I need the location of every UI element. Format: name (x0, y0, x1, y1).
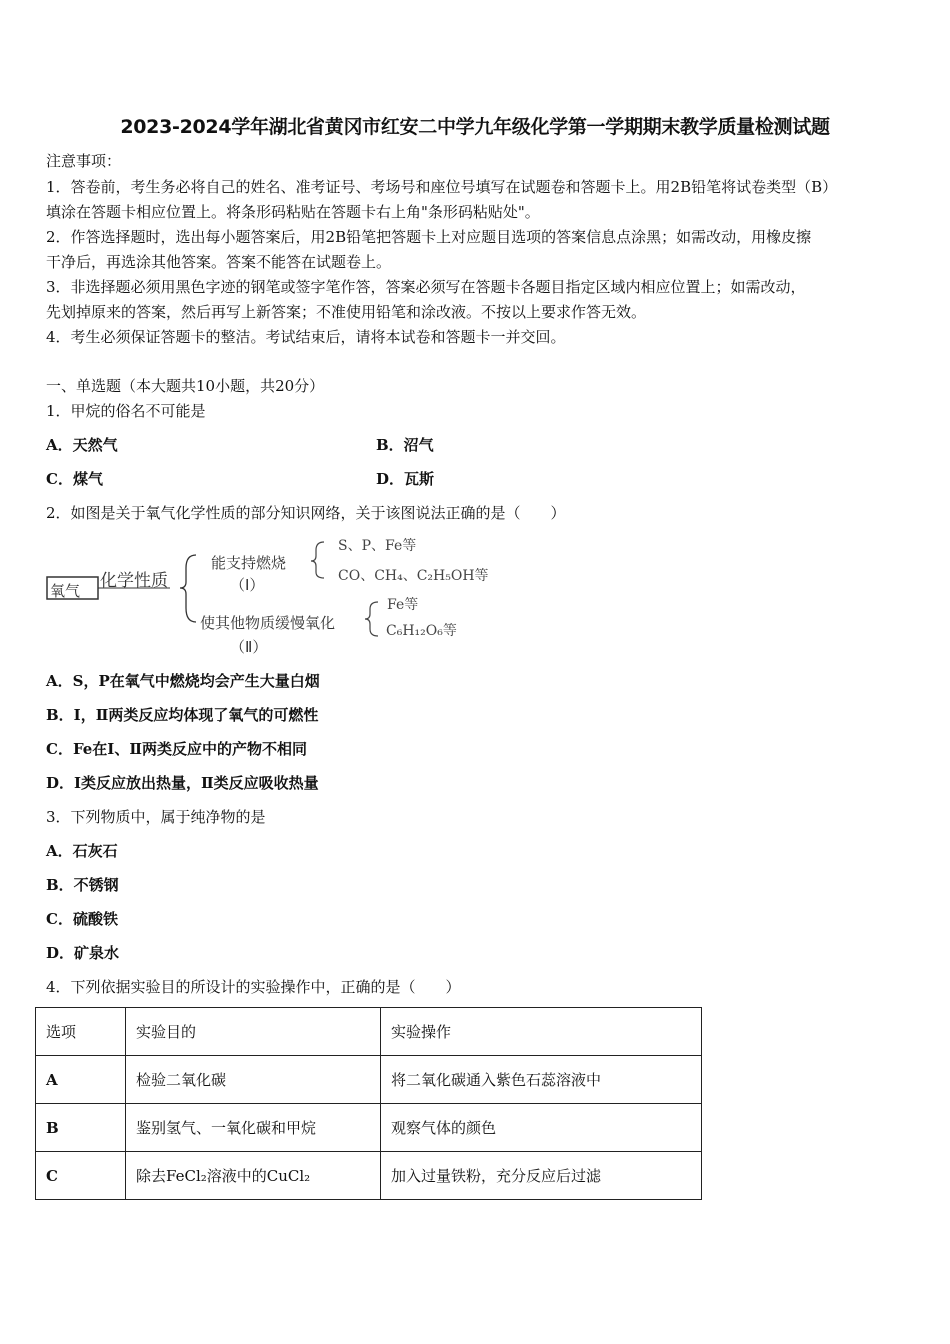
table-cell: 除去FeCl₂溶液中的CuCl₂ (126, 1152, 381, 1200)
table-header-cell: 选项 (36, 1008, 126, 1056)
question-stem: 4．下列依据实验目的所设计的实验操作中，正确的是（ ） (46, 978, 461, 996)
option-c: C．硫酸铁 (46, 910, 118, 928)
option-d: D．矿泉水 (46, 944, 120, 962)
diagram-lines (46, 530, 516, 660)
diagram-item: S、P、Fe等 (338, 538, 417, 554)
notice-line: 4．考生必须保证答题卡的整洁。考试结束后，请将本试卷和答题卡一并交回。 (46, 328, 566, 346)
question-stem: 1．甲烷的俗名不可能是 (46, 402, 206, 420)
notice-line: 干净后，再选涂其他答案。答案不能答在试题卷上。 (46, 253, 392, 271)
page-title: 2023-2024学年湖北省黄冈市红安二中学九年级化学第一学期期末教学质量检测试题 (120, 116, 830, 138)
option-c: C．煤气 (46, 470, 103, 488)
diagram-branch-2: 使其他物质缓慢氧化 (200, 614, 336, 632)
diagram-property: 化学性质 (100, 571, 168, 591)
table-header-row (36, 1008, 702, 1056)
oxygen-knowledge-diagram (46, 530, 516, 660)
option-b: B．Ⅰ，Ⅱ两类反应均体现了氧气的可燃性 (46, 706, 319, 724)
option-a: A．天然气 (46, 436, 118, 454)
table-row (36, 1056, 702, 1104)
table-row (36, 1152, 702, 1200)
diagram-item: CO、CH₄、C₂H₅OH等 (338, 568, 489, 584)
option-b: B．沼气 (376, 436, 434, 454)
question-stem: 3．下列物质中，属于纯净物的是 (46, 808, 266, 826)
notice-line: 先划掉原来的答案，然后再写上新答案；不准使用铅笔和涂改液。不按以上要求作答无效。 (46, 303, 647, 321)
notice-heading: 注意事项： (46, 152, 122, 170)
option-a: A．石灰石 (46, 842, 118, 860)
table-cell: 加入过量铁粉，充分反应后过滤 (381, 1152, 702, 1200)
table-row (36, 1104, 702, 1152)
notice-line: 2．作答选择题时，选出每小题答案后，用2B铅笔把答题卡上对应题目选项的答案信息点涂黑；如需改动，用橡皮擦 (46, 228, 812, 246)
table-cell: 将二氧化碳通入紫色石蕊溶液中 (381, 1056, 702, 1104)
option-a: A．S，P在氧气中燃烧均会产生大量白烟 (46, 672, 320, 690)
table-cell: 鉴别氢气、一氧化碳和甲烷 (126, 1104, 381, 1152)
option-b: B．不锈钢 (46, 876, 119, 894)
table-header-cell: 实验目的 (126, 1008, 381, 1056)
table-cell: B (36, 1104, 126, 1152)
table-header-cell: 实验操作 (381, 1008, 702, 1056)
notice-line: 1．答卷前，考生务必将自己的姓名、准考证号、考场号和座位号填写在试题卷和答题卡上。用2B铅笔将试卷类型（B） (46, 178, 838, 196)
notice-line: 3．非选择题必须用黑色字迹的钢笔或签字笔作答，答案必须写在答题卡各题目指定区域内相应位置上；如需改动， (46, 278, 806, 296)
table-cell: C (36, 1152, 126, 1200)
section-heading: 一、单选题（本大题共10小题，共20分） (46, 377, 325, 395)
question-stem: 2．如图是关于氧气化学性质的部分知识网络，关于该图说法正确的是（ ） (46, 504, 566, 522)
diagram-item: C₆H₁₂O₆等 (386, 623, 457, 639)
diagram-branch-2-tag: （Ⅱ） (230, 638, 268, 656)
table-cell: 检验二氧化碳 (126, 1056, 381, 1104)
option-d: D．Ⅰ类反应放出热量，Ⅱ类反应吸收热量 (46, 774, 319, 792)
diagram-branch-1-tag: （Ⅰ） (230, 576, 265, 594)
option-d: D．瓦斯 (376, 470, 435, 488)
table-cell: 观察气体的颜色 (381, 1104, 702, 1152)
experiment-table (35, 1007, 702, 1200)
diagram-root: 氧气 (50, 582, 81, 600)
option-c: C．Fe在Ⅰ、Ⅱ两类反应中的产物不相同 (46, 740, 307, 758)
diagram-branch-1: 能支持燃烧 (211, 554, 287, 572)
diagram-item: Fe等 (387, 597, 419, 613)
table-cell: A (36, 1056, 126, 1104)
notice-line: 填涂在答题卡相应位置上。将条形码粘贴在答题卡右上角"条形码粘贴处"。 (46, 203, 540, 221)
